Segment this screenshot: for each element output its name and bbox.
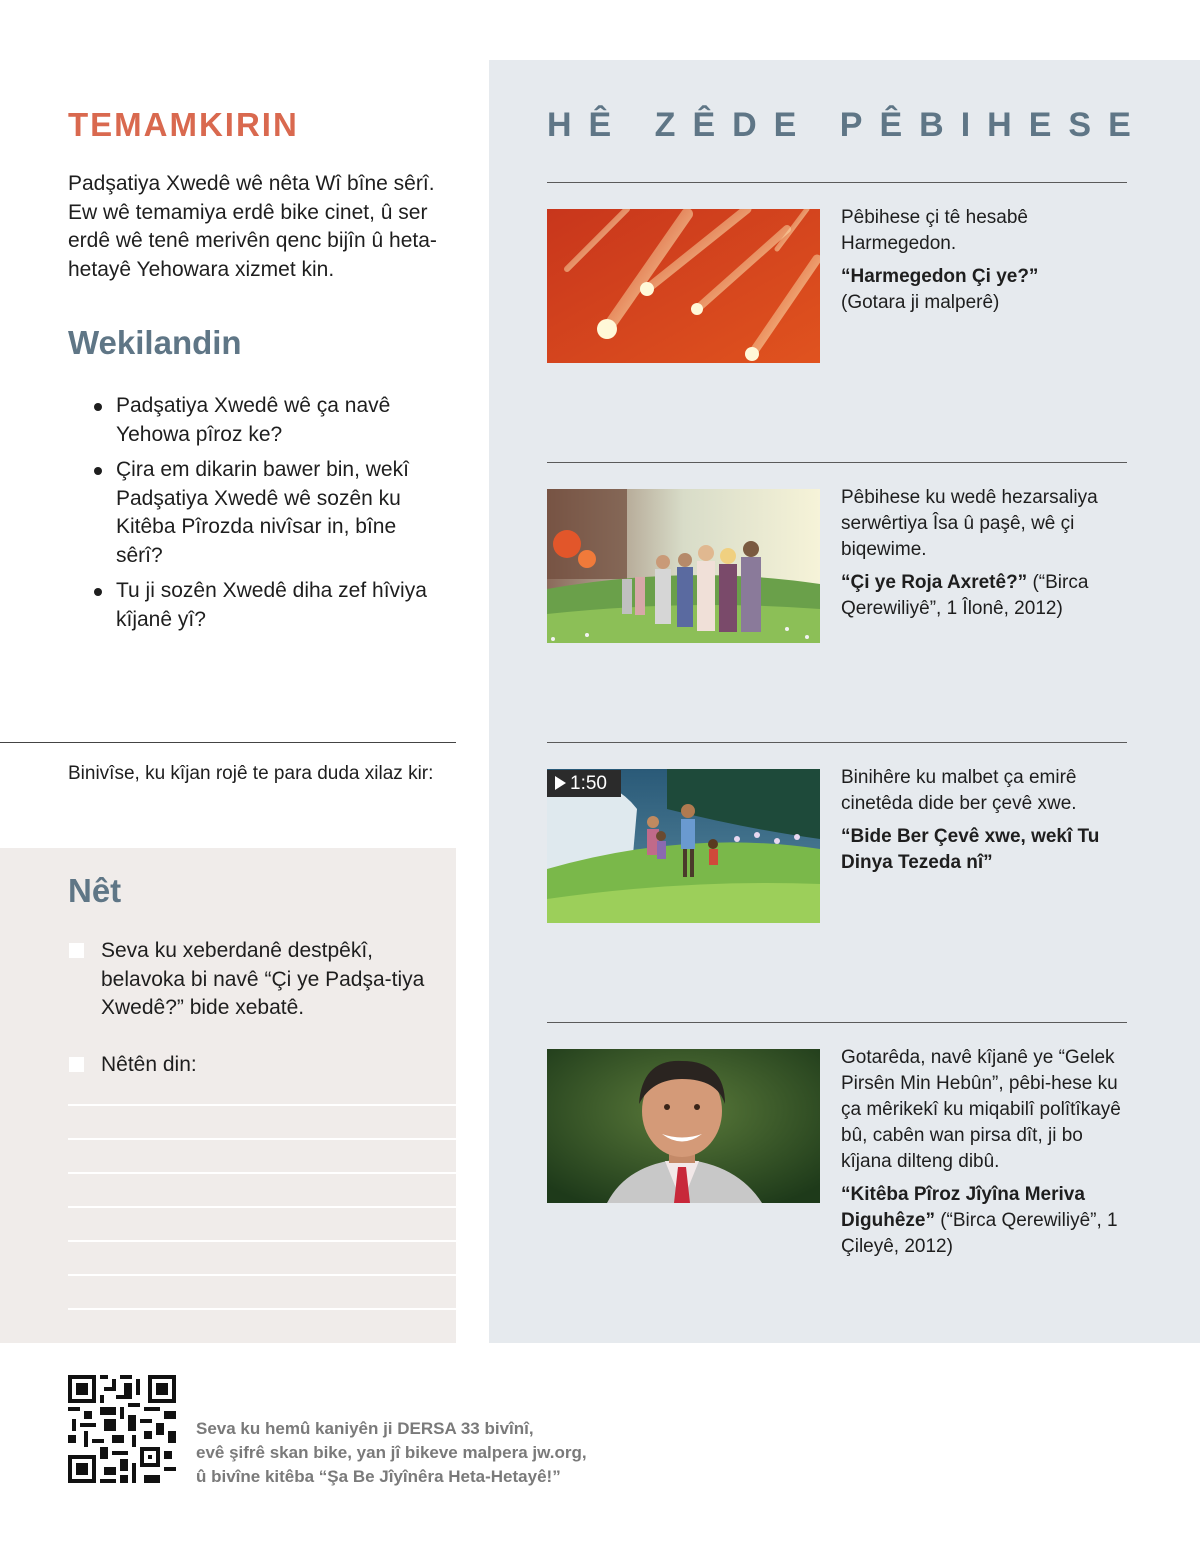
- writing-line[interactable]: [68, 1274, 456, 1276]
- item-description: Binihêre ku malbet ça emirê cinetêda dide ber çevê xwe.: [841, 767, 1077, 814]
- review-question: Padşatiya Xwedê wê ça navê Yehowa pîroz ke?: [68, 392, 428, 449]
- item-reference[interactable]: [841, 1182, 1131, 1260]
- review-list: [68, 392, 428, 641]
- goal-box: [0, 848, 456, 1343]
- writing-line[interactable]: [68, 1138, 456, 1140]
- item-reference[interactable]: [841, 264, 1131, 316]
- reference-title[interactable]: “Kitêba Pîroz Jîyîna Meriva Diguhêze”: [841, 1184, 1085, 1231]
- writing-line[interactable]: [68, 1240, 456, 1242]
- completion-date-prompt: Binivîse, ku kîjan rojê te para duda xilaz kir:: [68, 763, 434, 784]
- goal-checkbox[interactable]: [69, 1057, 84, 1072]
- writing-line[interactable]: [68, 1104, 456, 1106]
- explore-title: HÊ ZÊDE PÊBIHESE: [547, 106, 1148, 144]
- writing-line[interactable]: [68, 1172, 456, 1174]
- family-walking-paradise-image[interactable]: [547, 489, 820, 643]
- reference-title[interactable]: “Bide Ber Çevê xwe, wekî Tu Dinya Tezeda nî”: [841, 826, 1100, 873]
- summary-title: TEMAMKIRIN: [68, 106, 299, 143]
- qr-code[interactable]: [68, 1375, 176, 1483]
- item-reference[interactable]: [841, 570, 1131, 622]
- item-reference[interactable]: [841, 824, 1131, 876]
- reference-note: (Gotara ji malperê): [841, 292, 1000, 313]
- smiling-man-portrait-image[interactable]: [547, 1049, 820, 1203]
- writing-line[interactable]: [68, 1308, 456, 1310]
- item-description: Gotarêda, navê kîjanê ye “Gelek Pirsên Min Hebûn”, pêbi-hese ku ça mêrikekî ku miqabilî polîtîkayê bû, cabên wan pirsa dît, ji bo kîjana dilteng dibû.: [841, 1047, 1121, 1172]
- reference-note: (“Birca Qerewiliyê”, 1 Çileyê, 2012): [841, 1210, 1118, 1257]
- footer-text: [196, 1417, 656, 1489]
- item-description: Pêbihese ku wedê hezarsaliya serwêrtiya Îsa û paşê, wê çi biqewime.: [841, 487, 1098, 560]
- footer-line: Seva ku hemû kaniyên ji DERSA 33 bivînî,: [196, 1419, 534, 1438]
- goal-item-text: Nêtên din:: [101, 1053, 197, 1076]
- goal-item-text: Seva ku xeberdanê destpêkî, belavoka bi navê “Çi ye Padşa-tiya Xwedê?” bide xebatê.: [101, 939, 425, 1019]
- review-question: Çira em dikarin bawer bin, wekî Padşatiya Xwedê wê sozên ku Kitêba Pîrozda nivîsar in, bîne sêrî?: [68, 456, 428, 570]
- goal-title: Nêt: [68, 872, 122, 909]
- item-divider: [547, 1022, 1127, 1023]
- section-divider: [0, 742, 456, 743]
- video-duration-badge[interactable]: [547, 770, 621, 797]
- footer-line: û bivîne kitêba “Şa Be Jîyînêra Heta-Hetayê!”: [196, 1467, 561, 1486]
- meteors-falling-image[interactable]: [547, 209, 820, 363]
- reference-title[interactable]: “Harmegedon Çi ye?”: [841, 266, 1039, 287]
- video-duration: 1:50: [570, 773, 607, 794]
- reference-title[interactable]: “Çi ye Roja Axretê?”: [841, 572, 1028, 593]
- item-divider: [547, 182, 1127, 183]
- item-divider: [547, 462, 1127, 463]
- review-question: Tu ji sozên Xwedê diha zef hîviya kîjanê yî?: [68, 577, 428, 634]
- review-title: Wekilandin: [68, 324, 242, 361]
- footer-line: evê şifrê skan bike, yan jî bikeve malpera jw.org,: [196, 1443, 587, 1462]
- goal-checkbox[interactable]: [69, 943, 84, 958]
- play-icon: [555, 776, 566, 790]
- summary-text: Padşatiya Xwedê wê nêta Wî bîne sêrî. Ew wê temamiya erdê bike cinet, û ser erdê wê tenê merivên qenc bijîn û heta-hetayê Yehowara xizmet kin.: [68, 172, 437, 281]
- item-description: Pêbihese çi tê hesabê Harmegedon.: [841, 207, 1028, 254]
- item-divider: [547, 742, 1127, 743]
- reference-note: (“Birca Qerewiliyê”, 1 Îlonê, 2012): [841, 572, 1089, 619]
- writing-line[interactable]: [68, 1206, 456, 1208]
